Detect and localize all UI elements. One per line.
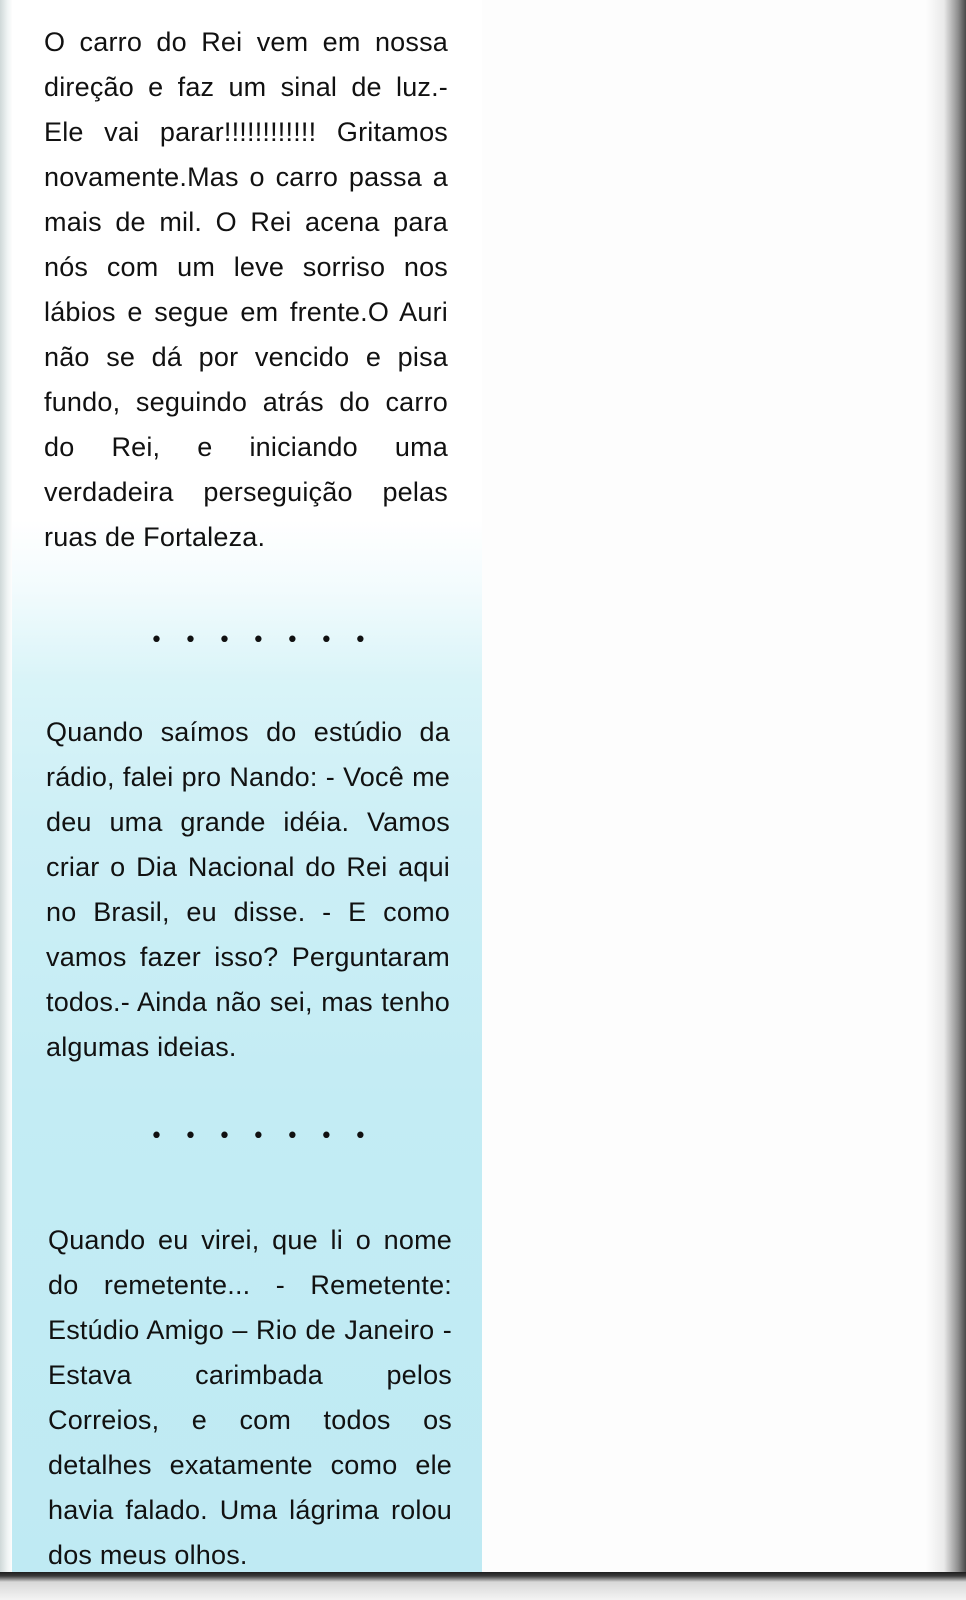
paragraph-radio-studio: Quando saímos do estúdio da rádio, falei pro Nando: - Você me deu uma grande idéia. Vamos criar o Dia Nacional do Rei aqui no Brasil, eu disse. - E como vamos fazer isso? Perguntaram todos.- Ainda não sei, mas tenho algumas ideias. <box>46 717 450 1062</box>
paragraph-letter-sender: Quando eu virei, que li o nome do remetente... - Remetente: Estúdio Amigo – Rio de Janeiro - Estava carimbada pelos Correios, e com todos os detalhes exatamente como ele havia falado. Uma lágrima rolou dos meus olhos. <box>48 1225 452 1570</box>
page-right-edge-shadow <box>926 0 966 1600</box>
page-spine-shadow <box>0 0 12 1600</box>
section-separator-dots: • • • • • • • <box>150 628 374 653</box>
page-bottom-edge <box>0 1572 966 1600</box>
section-separator-dots: • • • • • • • <box>150 1124 374 1149</box>
paragraph-car-chase: O carro do Rei vem em nossa direção e faz um sinal de luz.- Ele vai parar!!!!!!!!!!!! Gritamos novamente.Mas o carro passa a mais de mil. O Rei acena para nós com um leve sorriso nos lábios e segue em frente.O Auri não se dá por vencido e pisa fundo, seguindo atrás do carro do Rei, e iniciando uma verdadeira perseguição pelas ruas de Fortaleza. <box>44 27 448 552</box>
